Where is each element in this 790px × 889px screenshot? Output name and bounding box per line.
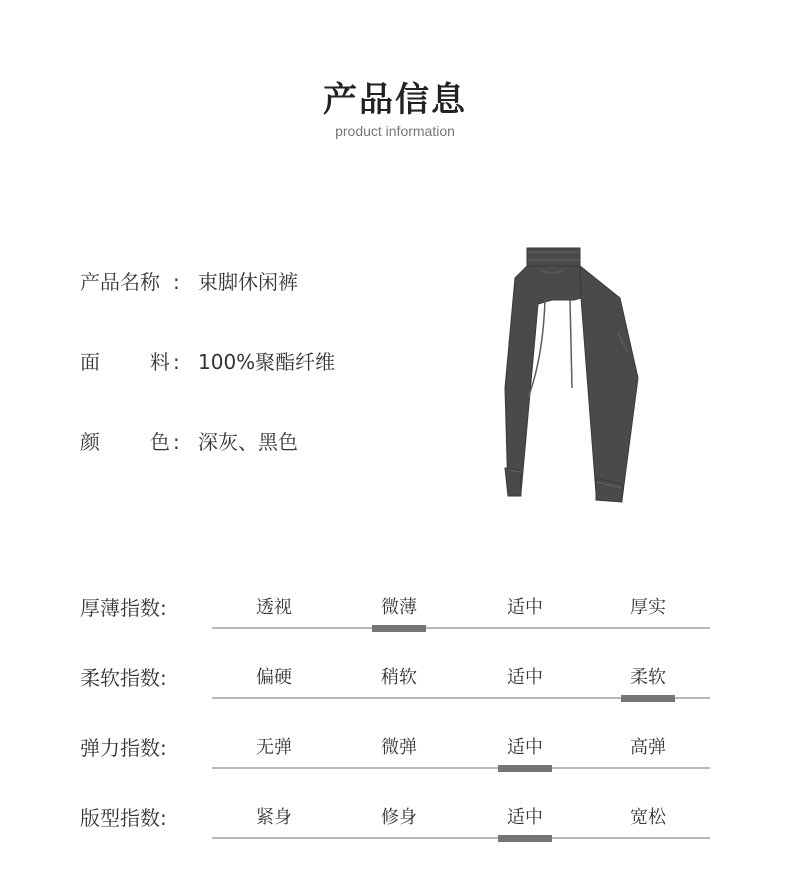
index-option: 无弹 bbox=[256, 737, 292, 758]
index-row bbox=[0, 803, 790, 843]
info-label: 面 料 bbox=[80, 350, 170, 374]
index-label: 柔软指数: bbox=[80, 666, 167, 690]
info-row bbox=[80, 427, 480, 457]
index-option: 稍软 bbox=[381, 667, 417, 688]
info-label: 颜 色 bbox=[80, 430, 170, 454]
index-label: 版型指数: bbox=[80, 806, 167, 830]
index-option: 适中 bbox=[507, 597, 543, 618]
index-option: 微薄 bbox=[381, 597, 417, 618]
info-colon: : bbox=[173, 350, 180, 374]
page-title: 产品信息 bbox=[323, 80, 467, 120]
index-option: 修身 bbox=[381, 807, 417, 828]
info-colon: : bbox=[173, 270, 180, 294]
info-colon: : bbox=[173, 430, 180, 454]
index-option: 适中 bbox=[507, 737, 543, 758]
page-subtitle: product information bbox=[335, 123, 455, 139]
index-scale-line bbox=[212, 627, 710, 629]
index-option: 微弹 bbox=[381, 737, 417, 758]
index-label: 弹力指数: bbox=[80, 736, 167, 760]
index-row bbox=[0, 663, 790, 703]
index-label: 厚薄指数: bbox=[80, 596, 167, 620]
index-selected-marker bbox=[498, 835, 552, 842]
index-option: 高弹 bbox=[630, 737, 666, 758]
index-option: 透视 bbox=[256, 597, 292, 618]
info-row bbox=[80, 267, 480, 297]
index-selected-marker bbox=[498, 765, 552, 772]
index-option: 偏硬 bbox=[256, 667, 292, 688]
info-row bbox=[80, 347, 480, 377]
index-selected-marker bbox=[621, 695, 675, 702]
index-option: 紧身 bbox=[256, 807, 292, 828]
info-label: 产品名称 bbox=[80, 270, 160, 294]
index-option: 厚实 bbox=[630, 597, 666, 618]
index-row bbox=[0, 593, 790, 633]
info-value: 束脚休闲裤 bbox=[198, 270, 298, 294]
index-option: 适中 bbox=[507, 807, 543, 828]
info-value: 深灰、黑色 bbox=[198, 430, 298, 454]
index-option: 宽松 bbox=[630, 807, 666, 828]
index-option: 柔软 bbox=[630, 667, 666, 688]
index-selected-marker bbox=[372, 625, 426, 632]
product-image bbox=[500, 238, 650, 510]
index-row bbox=[0, 733, 790, 773]
info-value: 100%聚酯纤维 bbox=[198, 350, 336, 374]
index-scale-line bbox=[212, 837, 710, 839]
index-scale-line bbox=[212, 767, 710, 769]
index-option: 适中 bbox=[507, 667, 543, 688]
